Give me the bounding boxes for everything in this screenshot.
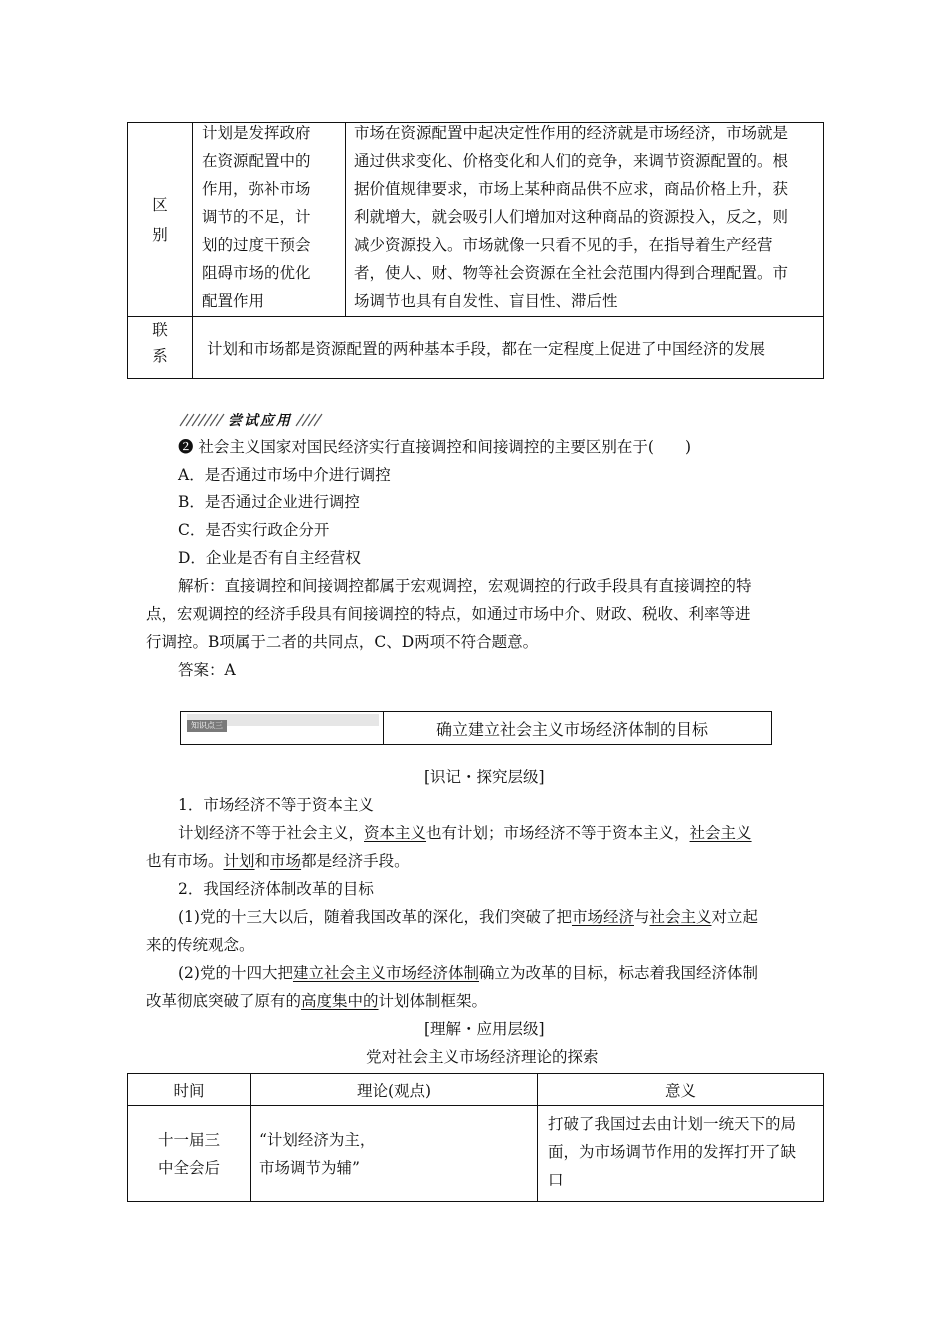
key-term: 高度集中的 xyxy=(301,992,379,1010)
header-cell: 意义 xyxy=(538,1074,824,1106)
link-text: 计划和市场都是资源配置的两种基本手段，都在一定程度上促进了中国经济的发展 xyxy=(207,339,766,358)
table-row xyxy=(128,123,824,317)
para2-line2: 来的传统观念。 xyxy=(146,936,255,954)
cell-line: 通过供求变化、价格变化和人们的竞争，来调节资源配置的。根 xyxy=(354,152,789,170)
cell-line: 阻碍市场的优化 xyxy=(202,264,311,282)
para3-line1 xyxy=(178,963,758,983)
key-term: 社会主义 xyxy=(649,908,712,926)
text: 计划体制框架。 xyxy=(378,992,488,1010)
key-term: 市场 xyxy=(270,852,302,870)
cell-line: 场调节也具有自发性、盲目性、滞后性 xyxy=(354,292,618,310)
knowledge-badge: 知识点三 xyxy=(187,720,227,732)
row-label-char: 联 xyxy=(152,321,168,339)
cell-line: “计划经济为主， xyxy=(259,1130,376,1149)
cell-line: 利就增大，就会吸引人们增加对这种商品的资源投入，反之，则 xyxy=(354,208,789,226)
cell-line: 打破了我国过去由计划一统天下的局 xyxy=(548,1115,797,1133)
para1-line1 xyxy=(178,823,752,843)
option-b: B．是否通过企业进行调控 xyxy=(178,493,360,511)
cell-line: 中全会后 xyxy=(157,1158,220,1177)
item2-title: 2．我国经济体制改革的目标 xyxy=(178,880,374,898)
link-cell xyxy=(193,317,824,379)
para1-line2 xyxy=(146,851,410,871)
market-cell xyxy=(346,123,824,317)
hatch-right-icon xyxy=(294,413,334,427)
meaning-cell xyxy=(538,1106,824,1202)
knowledge-divider xyxy=(383,712,384,744)
cell-line: 作用，弥补市场 xyxy=(202,180,311,198)
text: 确立为改革的目标，标志着我国经济体制 xyxy=(478,964,758,982)
level1-heading: [识记・探究层级] xyxy=(424,768,545,786)
text: 改革彻底突破了原有的 xyxy=(146,992,302,1010)
knowledge-title: 确立建立社会主义市场经济体制的目标 xyxy=(436,720,709,739)
try-apply-header xyxy=(178,410,318,428)
answer: 答案：A xyxy=(178,661,236,679)
header-cell: 理论(观点) xyxy=(251,1074,538,1106)
knowledge-box xyxy=(180,711,772,745)
cell-line: 调节的不足，计 xyxy=(202,208,311,226)
cell-line: 口 xyxy=(548,1171,564,1189)
analysis-line: 点，宏观调控的经济手段具有间接调控的特点，如通过市场中介、财政、税收、利率等进 xyxy=(146,605,751,623)
cell-line: 在资源配置中的 xyxy=(202,152,311,170)
key-term: 市场经济 xyxy=(571,908,634,926)
analysis-line: 行调控。B项属于二者的共同点，C、D两项不符合题意。 xyxy=(146,633,539,651)
cell-line: 市场调节为辅” xyxy=(259,1158,360,1177)
row-label-char: 别 xyxy=(152,225,168,244)
cell-line: 者，使人、财、物等社会资源在全社会范围内得到合理配置。市 xyxy=(354,264,789,282)
cell-line: 划的过度干预会 xyxy=(202,236,311,254)
cell-line: 市场在资源配置中起决定性作用的经济就是市场经济，市场就是 xyxy=(354,124,789,142)
cell-line: 配置作用 xyxy=(202,292,265,310)
key-term: 计划 xyxy=(223,852,255,870)
table-row xyxy=(128,1106,824,1202)
text: 也有市场。 xyxy=(146,852,224,870)
cell-line: 面，为市场调节作用的发挥打开了缺 xyxy=(548,1143,797,1161)
option-a: A．是否通过市场中介进行调控 xyxy=(178,466,391,484)
text: 都是经济手段。 xyxy=(301,852,410,870)
row-label-diff xyxy=(128,123,193,317)
header-cell: 时间 xyxy=(128,1074,251,1106)
table-row xyxy=(128,317,824,379)
try-apply-title: 尝试应用 xyxy=(228,413,292,429)
row-label-char: 系 xyxy=(152,347,168,365)
cell-line: 据价值规律要求，市场上某种商品供不应求，商品价格上升，获 xyxy=(354,180,789,198)
knowledge-badge-bar xyxy=(187,714,379,730)
text: (1)党的十三大以后，随着我国改革的深化，我们突破了把 xyxy=(178,908,572,926)
level2-heading: [理解・应用层级] xyxy=(424,1020,545,1038)
key-term: 社会主义 xyxy=(689,824,752,842)
cell-line: 十一届三 xyxy=(157,1130,220,1149)
option-c: C．是否实行政企分开 xyxy=(178,521,330,539)
table2-title: 党对社会主义市场经济理论的探索 xyxy=(366,1048,599,1066)
row-label-link xyxy=(128,317,193,379)
para2-line1 xyxy=(178,907,758,927)
comparison-table xyxy=(127,122,824,379)
theory-table xyxy=(127,1073,824,1202)
hatch-left-icon xyxy=(178,413,228,427)
text: 对立起 xyxy=(711,908,759,926)
table-header-row xyxy=(128,1074,824,1106)
item1-title: 1．市场经济不等于资本主义 xyxy=(178,796,374,814)
plan-cell xyxy=(193,123,346,317)
key-term: 资本主义 xyxy=(364,824,427,842)
text: 也有计划；市场经济不等于资本主义， xyxy=(426,824,690,842)
analysis-line: 解析：直接调控和间接调控都属于宏观调控，宏观调控的行政手段具有直接调控的特 xyxy=(178,577,752,595)
theory-cell xyxy=(251,1106,538,1202)
cell-line: 计划是发挥政府 xyxy=(202,124,311,142)
option-d: D．企业是否有自主经营权 xyxy=(178,549,361,567)
para3-line2 xyxy=(146,991,487,1011)
text: (2)党的十四大把 xyxy=(178,964,293,982)
time-cell xyxy=(128,1106,251,1202)
text: 计划经济不等于社会主义， xyxy=(178,824,365,842)
text: 与 xyxy=(633,908,650,926)
text: 和 xyxy=(254,852,271,870)
row-label-char: 区 xyxy=(152,195,168,214)
question: ❷ 社会主义国家对国民经济实行直接调控和间接调控的主要区别在于( ) xyxy=(178,438,692,456)
key-term: 建立社会主义市场经济体制 xyxy=(292,964,479,982)
cell-line: 减少资源投入。市场就像一只看不见的手，在指导着生产经营 xyxy=(354,236,773,254)
